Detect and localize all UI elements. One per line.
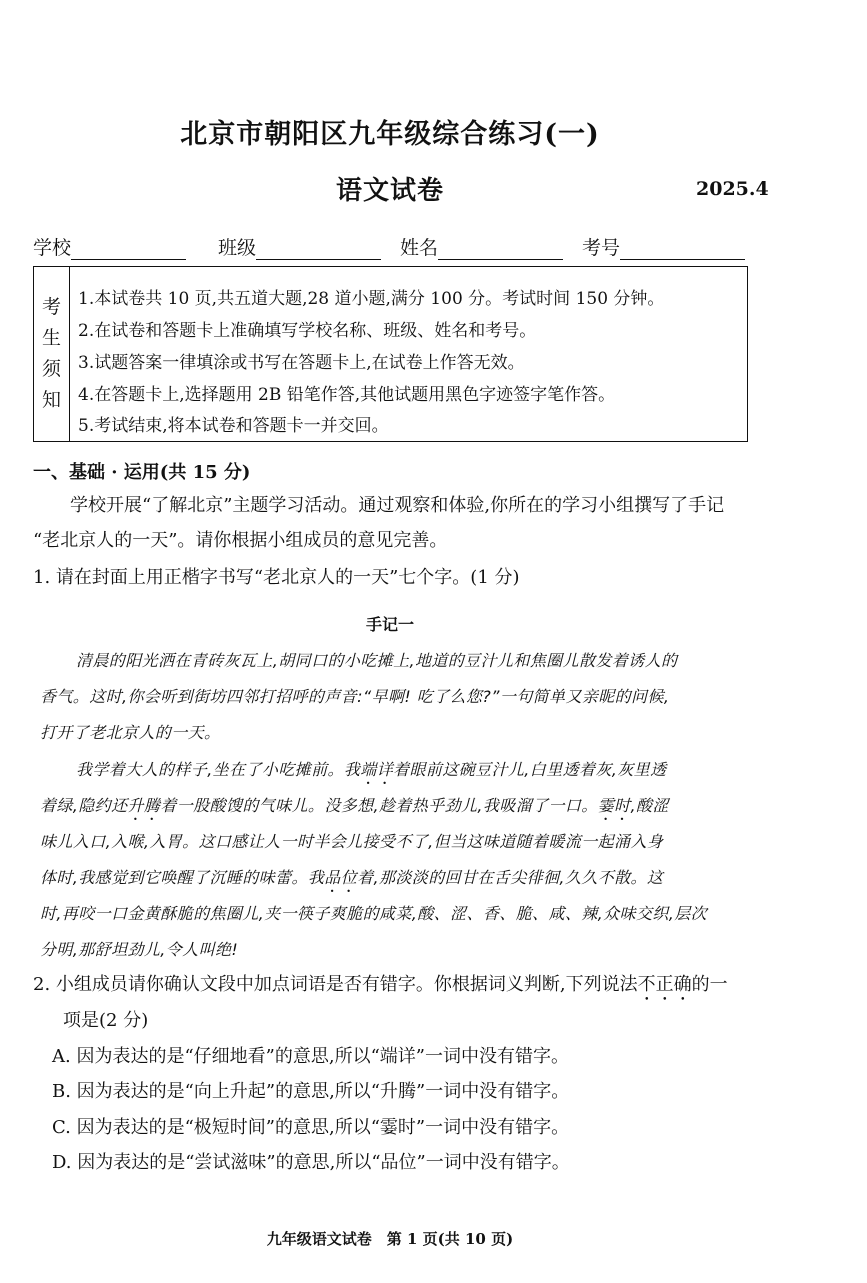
question-2-stem: 项是(2 分)	[63, 1010, 149, 1031]
notice-item: 3.试题答案一律填涂或书写在答题卡上,在试卷上作答无效。	[78, 353, 525, 373]
section-heading: 一、基础 · 运用(共 15 分)	[33, 462, 251, 483]
exam-date: 2025.4	[696, 178, 769, 200]
handnote-line: 着绿,隐约还升腾着一股酸馊的气味儿。没多想,趁着热乎劲儿,我吸溜了一口。霎时,酸涩	[40, 796, 669, 815]
notice-item: 5.考试结束,将本试卷和答题卡一并交回。	[78, 416, 389, 436]
notice-label-text: 考生须知	[41, 296, 61, 411]
dotted-word: 升腾	[127, 796, 161, 815]
name-label: 姓名	[400, 237, 439, 259]
dotted-word: 霎时	[597, 796, 631, 815]
handnote-line: 清晨的阳光洒在青砖灰瓦上,胡同口的小吃摊上,地道的豆汁儿和焦圈儿散发着诱人的	[76, 651, 678, 670]
page-footer: 九年级语文试卷 第 1 页(共 10 页)	[266, 1230, 514, 1248]
notice-item: 2.在试卷和答题卡上准确填写学校名称、班级、姓名和考号。	[78, 321, 537, 341]
class-label: 班级	[218, 237, 257, 259]
option-c: C. 因为表达的是“极短时间”的意思,所以“霎时”一词中没有错字。	[52, 1117, 570, 1138]
dotted-word: 端详	[360, 760, 394, 779]
notice-label	[34, 267, 70, 441]
school-label: 学校	[33, 237, 72, 259]
name-field	[400, 233, 563, 260]
section-intro-line: 学校开展“了解北京”主题学习活动。通过观察和体验,你所在的学习小组撰写了手记	[70, 495, 725, 516]
handnote-line: 打开了老北京人的一天。	[40, 723, 221, 742]
section-intro-line: “老北京人的一天”。请你根据小组成员的意见完善。	[33, 530, 448, 551]
dotted-word: 品位	[324, 868, 358, 887]
handnote-line: 我学着大人的样子,坐在了小吃摊前。我端详着眼前这碗豆汁儿,白里透着灰,灰里透	[76, 760, 667, 779]
notice-item: 4.在答题卡上,选择题用 2B 铅笔作答,其他试题用黑色字迹签字笔作答。	[78, 385, 616, 405]
name-blank	[438, 239, 563, 260]
class-field	[218, 233, 381, 260]
dotted-word: 不正确	[637, 974, 692, 995]
exam-subject: 语文试卷	[335, 176, 444, 206]
notice-item: 1.本试卷共 10 页,共五道大题,28 道小题,满分 100 分。考试时间 150 分钟。	[78, 289, 665, 309]
exam-notice-box	[33, 266, 748, 442]
class-blank	[256, 239, 381, 260]
handnote-line: 时,再咬一口金黄酥脆的焦圈儿,夹一筷子爽脆的咸菜,酸、涩、香、脆、咸、辣,众味交织,层次	[40, 904, 708, 923]
exam-number-blank	[620, 239, 745, 260]
option-d: D. 因为表达的是“尝试滋味”的意思,所以“品位”一词中没有错字。	[52, 1152, 570, 1173]
school-field	[33, 233, 186, 260]
question-2-stem: 2. 小组成员请你确认文段中加点词语是否有错字。你根据词义判断,下列说法不正确的一	[33, 974, 728, 995]
exam-number-label: 考号	[582, 237, 621, 259]
exam-title: 北京市朝阳区九年级综合练习(一)	[180, 119, 600, 150]
exam-number-field	[582, 233, 745, 260]
handnote-line: 香气。这时,你会听到街坊四邻打招呼的声音:“早啊! 吃了么您?”一句简单又亲昵的问候,	[40, 687, 670, 706]
handnote-line: 体时,我感觉到它唤醒了沉睡的味蕾。我品位着,那淡淡的回甘在舌尖徘徊,久久不散。这	[40, 868, 664, 887]
handnote-title: 手记一	[365, 615, 414, 634]
option-b: B. 因为表达的是“向上升起”的意思,所以“升腾”一词中没有错字。	[52, 1081, 570, 1102]
question-1: 1. 请在封面上用正楷字书写“老北京人的一天”七个字。(1 分)	[33, 567, 520, 588]
school-blank	[71, 239, 186, 260]
handnote-line: 分明,那舒坦劲儿,令人叫绝!	[40, 940, 239, 959]
handnote-line: 味儿入口,入喉,入胃。这口感让人一时半会儿接受不了,但当这味道随着暖流一起涌入身	[40, 832, 664, 851]
option-a: A. 因为表达的是“仔细地看”的意思,所以“端详”一词中没有错字。	[52, 1046, 569, 1067]
